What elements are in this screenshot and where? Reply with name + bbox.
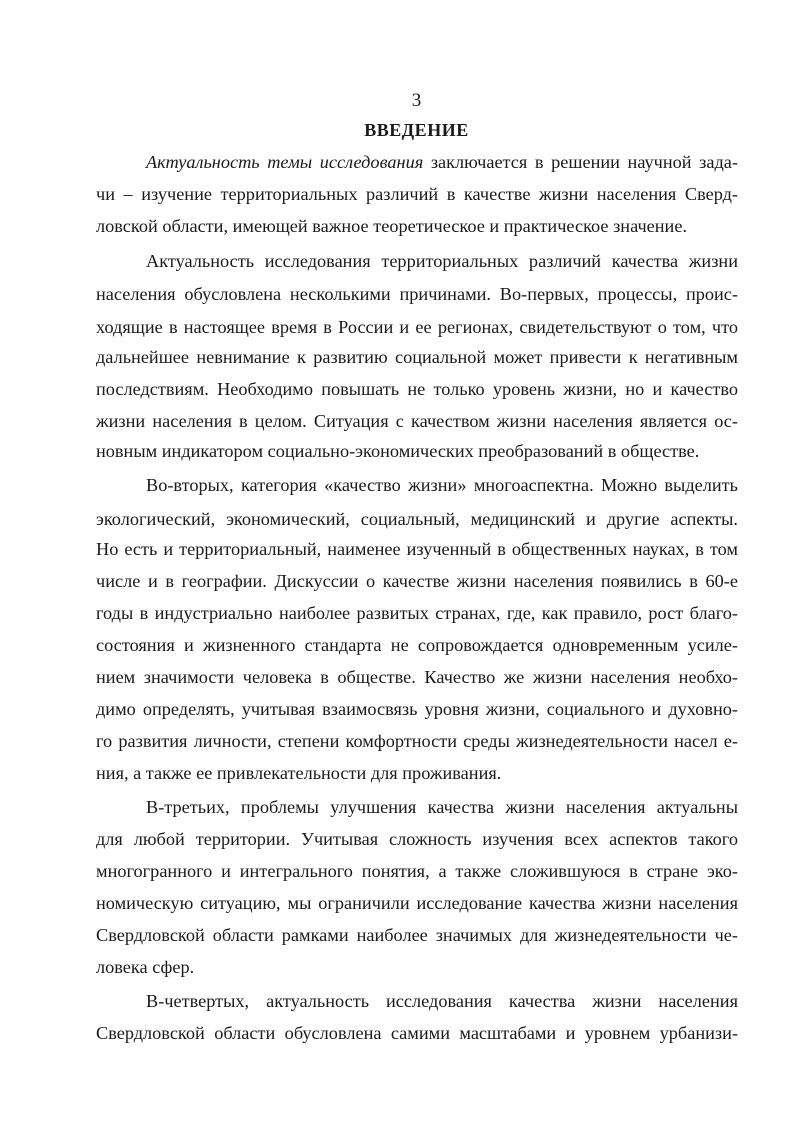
text-line: ходящие в настоящее время в России и ее регионах, свидетельствуют о том, что [96,317,738,337]
text-line: ловека сфер. [96,957,195,977]
section-title: ВВЕДЕНИЕ [364,120,469,140]
page-number: 3 [411,90,422,111]
text-line: Свердловской области обусловлена самими масштабами и уровнем урбанизи- [96,1023,738,1043]
text-line: экологический, экономический, социальный, медицинский и другие аспекты. [96,509,738,529]
text-line: последствиям. Необходимо повышать не только уровень жизни, но и качество [96,379,738,399]
text-line: годы в индустриально наиболее развитых странах, где, как правило, рост благо- [96,603,738,623]
text-line: димо определять, учитывая взаимосвязь уровня жизни, социального и духовно- [96,699,738,719]
text-line: Во-вторых, категория «качество жизни» многоаспектна. Можно выделить [146,475,738,495]
text-line: чи – изучение территориальных различий в качестве жизни населения Сверд- [96,184,738,204]
text-line: ния, а также ее привлекательности для проживания. [96,763,502,783]
text-line [146,151,738,173]
text-line: ловской области, имеющей важное теоретическое и практическое значение. [96,216,688,236]
text-line: состояния и жизненного стандарта не сопровождается одновременным усиле- [96,635,738,655]
emphasis-phrase: Актуальность темы исследования [146,152,424,172]
text-line: для любой территории. Учитывая сложность изучения всех аспектов такого [96,829,738,849]
text-line: населения обусловлена несколькими причинами. Во-первых, процессы, проис- [96,284,738,304]
text-line: В-четвертых, актуальность исследования качества жизни населения [146,991,738,1011]
text-line: го развития личности, степени комфортности среды жизнедеятельности насел е- [96,731,738,751]
text-line: Но есть и территориальный, наименее изученный в общественных науках, в том [96,539,738,559]
text-line: жизни населения в целом. Ситуация с качеством жизни населения является ос- [96,411,738,431]
text-line: нием значимости человека в обществе. Качество же жизни населения необхо- [96,667,738,687]
text-line: номическую ситуацию, мы ограничили исследование качества жизни населения [96,893,738,913]
text-line: многогранного и интегрального понятия, а также сложившуюся в стране эко- [96,861,738,881]
text-line: числе и в географии. Дискуссии о качестве жизни населения появились в 60-е [96,571,738,591]
text-line: Актуальность исследования территориальных различий качества жизни [146,251,738,271]
text-line: дальнейшее невнимание к развитию социальной может привести к негативным [96,347,738,367]
text-line: Свердловской области рамками наиболее значимых для жизнедеятельности че- [96,925,738,945]
text-line: новным индикатором социально-экономических преобразований в обществе. [96,441,700,461]
text-run: заключается в решении научной зада- [423,152,738,172]
text-line: В-третьих, проблемы улучшения качества жизни населения актуальны [146,797,738,817]
